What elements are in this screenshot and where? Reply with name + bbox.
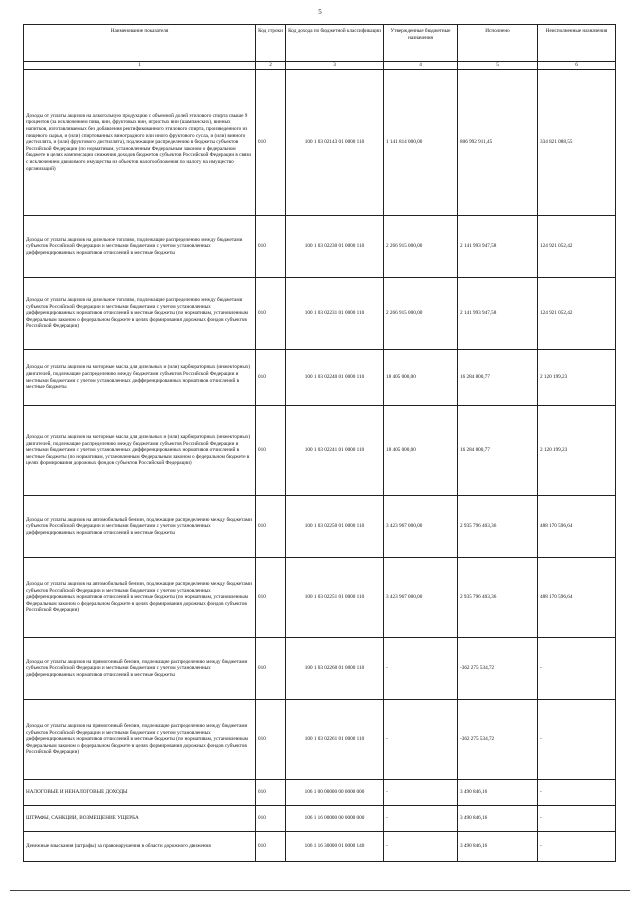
table-row (24, 638, 616, 700)
header-name: Наименование показателя (24, 25, 256, 62)
executed-amount: 2 141 993 947,58 (458, 216, 538, 278)
unexecuted-amount: - (538, 700, 616, 780)
indicator-name: Доходы от уплаты акцизов на прямогонный бензин, подлежащие распределению между бюджетами субъектов Российской Федерации и местными бюджетами с учетом установленных дифференцированных нормативов отчислений в местные бюджеты (24, 638, 256, 700)
row-code: 010 (256, 70, 286, 216)
indicator-name: Доходы от уплаты акцизов на моторные масла для дизельных и (или) карбюраторных (инжекторных) двигателей, подлежащие распределению между бюджетами субъектов Российской Федерации и местными бюджетами с учетом установленных дифференцированных нормативов отчислений в местные бюджеты (24, 350, 256, 406)
approved-amount: - (384, 832, 458, 862)
unexecuted-amount: - (538, 780, 616, 806)
income-code: 106 1 16 00000 00 0000 000 (286, 806, 384, 832)
table-row (24, 780, 616, 806)
income-code: 100 1 03 02143 01 0000 110 (286, 70, 384, 216)
unexecuted-amount: 124 921 052,42 (538, 216, 616, 278)
approved-amount: - (384, 806, 458, 832)
unexecuted-amount: 2 120 199,23 (538, 406, 616, 496)
approved-amount: 18 405 000,00 (384, 406, 458, 496)
row-code: 010 (256, 638, 286, 700)
approved-amount: 2 266 915 000,00 (384, 216, 458, 278)
row-code: 010 (256, 350, 286, 406)
indicator-name: ШТРАФЫ, САНКЦИИ, ВОЗМЕЩЕНИЕ УЩЕРБА (24, 806, 256, 832)
row-code: 010 (256, 216, 286, 278)
indicator-name: Доходы от уплаты акцизов на автомобильный бензин, подлежащие распределению между бюджетами субъектов Российской Федерации и местными бюджетами с учетом установленных дифференцированных нормативов отчислений в местные бюджеты (по нормативам, установленным Федеральным законом о федеральном бюджете в целях формирования дорожных фондов субъектов Российской Федерации) (24, 558, 256, 638)
column-number: 3 (286, 62, 384, 70)
unexecuted-amount: 488 170 596,64 (538, 558, 616, 638)
table-row (24, 496, 616, 558)
executed-amount: -362 275 534,72 (458, 638, 538, 700)
executed-amount: 2 935 796 403,36 (458, 558, 538, 638)
column-number-row (24, 62, 616, 70)
approved-amount: - (384, 638, 458, 700)
income-code: 106 1 16 30000 01 0000 140 (286, 832, 384, 862)
unexecuted-amount: 124 921 052,42 (538, 278, 616, 350)
column-number: 1 (24, 62, 256, 70)
unexecuted-amount: 488 170 596,64 (538, 496, 616, 558)
executed-amount: -362 275 534,72 (458, 700, 538, 780)
row-code: 010 (256, 406, 286, 496)
executed-amount: 2 935 796 403,36 (458, 496, 538, 558)
indicator-name: Доходы от уплаты акцизов на дизельное топливо, подлежащие распределению между бюджетами субъектов Российской Федерации и местными бюджетами с учетом установленных дифференцированных нормативов отчислений в местные бюджеты (по нормативам, установленным Федеральным законом о федеральном бюджете в целях формирования дорожных фондов субъектов Российской Федерации) (24, 278, 256, 350)
table-row (24, 350, 616, 406)
indicator-name: Доходы от уплаты акцизов на дизельное топливо, подлежащие распределению между бюджетами субъектов Российской Федерации и местными бюджетами с учетом установленных дифференцированных нормативов отчислений в местные бюджеты (24, 216, 256, 278)
approved-amount: 1 141 814 000,00 (384, 70, 458, 216)
indicator-name: Доходы от уплаты акцизов на прямогонный бензин, подлежащие распределению между бюджетами субъектов Российской Федерации и местными бюджетами с учетом установленных дифференцированных нормативов отчислений в местные бюджеты (по нормативам, установленным Федеральным законом о федеральном бюджете в целях формирования дорожных фондов субъектов Российской Федерации) (24, 700, 256, 780)
table-row (24, 70, 616, 216)
row-code: 010 (256, 558, 286, 638)
page-bottom-rule (10, 890, 630, 891)
page-number: 5 (318, 8, 322, 16)
executed-amount: 2 141 993 947,58 (458, 278, 538, 350)
approved-amount: 3 423 967 000,00 (384, 496, 458, 558)
executed-amount: 3 490 846,16 (458, 832, 538, 862)
executed-amount: 806 992 911,45 (458, 70, 538, 216)
income-code: 100 1 03 02231 01 0000 110 (286, 278, 384, 350)
column-number: 2 (256, 62, 286, 70)
executed-amount: 16 284 800,77 (458, 350, 538, 406)
approved-amount: - (384, 780, 458, 806)
column-number: 5 (458, 62, 538, 70)
income-code: 100 1 03 02240 01 0000 110 (286, 350, 384, 406)
header-income-code: Код дохода по бюджетной классификации (286, 25, 384, 62)
table-row (24, 278, 616, 350)
approved-amount: 3 423 967 000,00 (384, 558, 458, 638)
row-code: 010 (256, 832, 286, 862)
indicator-name: Доходы от уплаты акцизов на моторные масла для дизельных и (или) карбюраторных (инжекторных) двигателей, подлежащие распределению между бюджетами субъектов Российской Федерации и местными бюджетами с учетом установленных дифференцированных нормативов отчислений в местные бюджеты (по нормативам, установленным Федеральным законом о федеральном бюджете в целях формирования дорожных фондов субъектов Российской Федерации) (24, 406, 256, 496)
row-code: 010 (256, 780, 286, 806)
approved-amount: 2 266 915 000,00 (384, 278, 458, 350)
approved-amount: - (384, 700, 458, 780)
header-unexecuted: Неисполненные назначения (538, 25, 616, 62)
table-row (24, 700, 616, 780)
table-row (24, 216, 616, 278)
income-code: 106 1 00 00000 00 0000 000 (286, 780, 384, 806)
header-row (24, 25, 616, 62)
income-code: 100 1 03 02251 01 0000 110 (286, 558, 384, 638)
table-row (24, 406, 616, 496)
unexecuted-amount: 334 821 088,55 (538, 70, 616, 216)
column-number: 4 (384, 62, 458, 70)
unexecuted-amount: - (538, 832, 616, 862)
row-code: 010 (256, 496, 286, 558)
indicator-name: Доходы от уплаты акцизов на автомобильный бензин, подлежащие распределению между бюджетами субъектов Российской Федерации и местными бюджетами с учетом установленных дифференцированных нормативов отчислений в местные бюджеты (24, 496, 256, 558)
unexecuted-amount: - (538, 806, 616, 832)
income-code: 100 1 03 02241 01 0000 110 (286, 406, 384, 496)
indicator-name: НАЛОГОВЫЕ И НЕНАЛОГОВЫЕ ДОХОДЫ (24, 780, 256, 806)
executed-amount: 3 490 846,16 (458, 806, 538, 832)
row-code: 010 (256, 806, 286, 832)
executed-amount: 3 490 846,16 (458, 780, 538, 806)
indicator-name: Денежные взыскания (штрафы) за правонарушения в области дорожного движения (24, 832, 256, 862)
header-executed: Исполнено (458, 25, 538, 62)
unexecuted-amount: - (538, 638, 616, 700)
table-row (24, 832, 616, 862)
row-code: 010 (256, 278, 286, 350)
executed-amount: 16 284 800,77 (458, 406, 538, 496)
indicator-name: Доходы от уплаты акцизов на алкогольную продукцию с объемной долей этилового спирта свыше 9 процентов (за исключением пива, вин, фруктовых вин, игристых вин (шампанских), винных напитков, изготавливаемых без добавления ректификованного этилового спирта, произведенного из пищевого сырья, и (или) спиртованных виноградного или иного фруктового сусла, и (или) винного дистиллята, и (или) фруктового дистиллята), подлежащие распределению в бюджеты субъектов Российской Федерации (по нормативам, установленным Федеральным законом о федеральном бюджете в целях компенсации снижения доходов бюджетов субъектов Российской Федерации в связи с исключением движимого имущества из объектов налогообложения по налогу на имущество организаций) (24, 70, 256, 216)
header-approved: Утвержденные бюджетные назначения (384, 25, 458, 62)
income-code: 100 1 03 02261 01 0000 110 (286, 700, 384, 780)
unexecuted-amount: 2 120 199,23 (538, 350, 616, 406)
column-number: 6 (538, 62, 616, 70)
table-row (24, 806, 616, 832)
header-row-code: Код строки (256, 25, 286, 62)
income-report-table (23, 24, 616, 862)
row-code: 010 (256, 700, 286, 780)
table-row (24, 558, 616, 638)
approved-amount: 18 405 000,00 (384, 350, 458, 406)
income-code: 100 1 03 02250 01 0000 110 (286, 496, 384, 558)
income-code: 100 1 03 02230 01 0000 110 (286, 216, 384, 278)
income-code: 100 1 03 02260 01 0000 110 (286, 638, 384, 700)
